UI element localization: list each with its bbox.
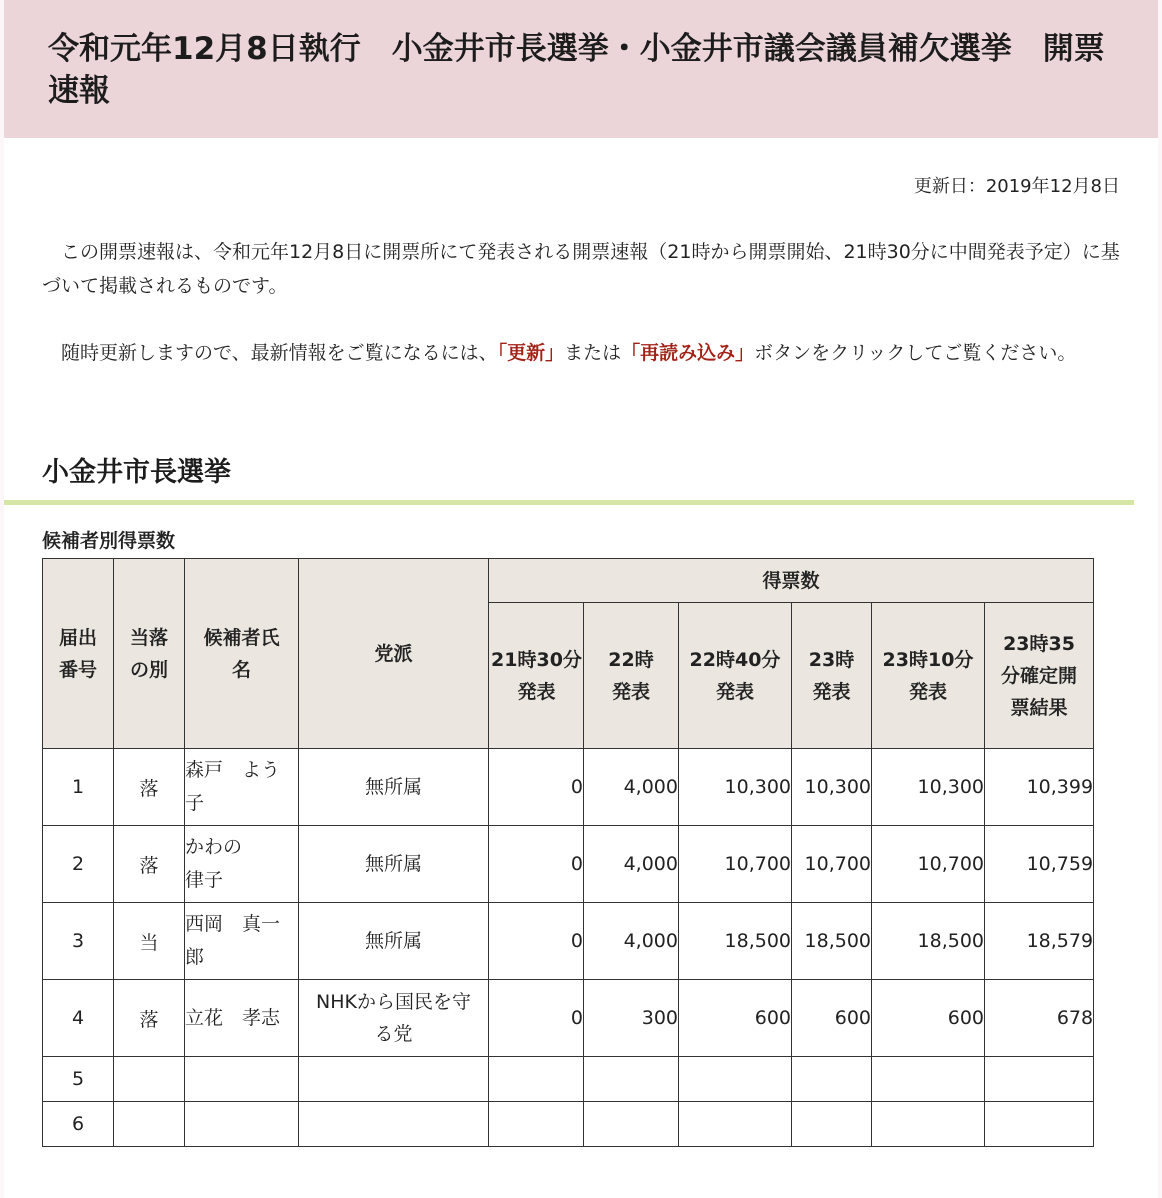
- cell-votes-2200: 4,000: [584, 903, 679, 980]
- table-row: [43, 903, 1094, 980]
- cell-candidate-name: 西岡 真一郎: [185, 903, 299, 980]
- cell-empty: [185, 1102, 299, 1147]
- cell-votes-2200: 4,000: [584, 826, 679, 903]
- reload-notice-text-2: または: [564, 342, 622, 364]
- cell-empty: [584, 1102, 679, 1147]
- cell-candidate-name: 森戸 よう子: [185, 749, 299, 826]
- cell-votes-final: 10,759: [985, 826, 1094, 903]
- header-number: 届出番号: [43, 559, 114, 749]
- cell-number: 5: [43, 1057, 114, 1102]
- table-caption: 候補者別得票数: [42, 530, 176, 552]
- cell-votes-2240: 18,500: [679, 903, 792, 980]
- cell-votes-2300: 10,700: [792, 826, 872, 903]
- cell-votes-2310: 18,500: [872, 903, 985, 980]
- cell-votes-2130: 0: [489, 980, 584, 1057]
- updated-date: 更新日：2019年12月8日: [913, 176, 1120, 197]
- page-title: 令和元年12月8日執行 小金井市長選挙・小金井市議会議員補欠選挙 開票速報: [48, 31, 1105, 109]
- header-time-2200: 22時発表: [584, 603, 679, 749]
- page: [4, 0, 1158, 1198]
- cell-empty: [679, 1057, 792, 1102]
- cell-empty: [679, 1102, 792, 1147]
- table-row-empty: [43, 1057, 1094, 1102]
- cell-votes-2310: 10,700: [872, 826, 985, 903]
- cell-votes-2300: 10,300: [792, 749, 872, 826]
- cell-party: NHKから国民を守る党: [299, 980, 489, 1057]
- cell-candidate-name: かわの律子: [185, 826, 299, 903]
- cell-number: 3: [43, 903, 114, 980]
- reload-notice: [42, 336, 1122, 370]
- header-time-2300: 23時発表: [792, 603, 872, 749]
- cell-empty: [299, 1102, 489, 1147]
- header-candidate-name: 候補者氏名: [185, 559, 299, 749]
- cell-candidate-name: 立花 孝志: [185, 980, 299, 1057]
- table-row: [43, 749, 1094, 826]
- header-party: 党派: [299, 559, 489, 749]
- cell-empty: [985, 1057, 1094, 1102]
- cell-number: 4: [43, 980, 114, 1057]
- reload-notice-text-1: 随時更新しますので、最新情報をご覧になるには、: [61, 342, 498, 364]
- cell-votes-final: 18,579: [985, 903, 1094, 980]
- cell-number: 2: [43, 826, 114, 903]
- intro-paragraph: この開票速報は、令和元年12月8日に開票所にて発表される開票速報（21時から開票開始、21時30分に中間発表予定）に基づいて掲載されるものです。: [42, 241, 1120, 297]
- header-votes: 得票数: [489, 559, 1094, 603]
- cell-number: 1: [43, 749, 114, 826]
- cell-number: 6: [43, 1102, 114, 1147]
- cell-empty: [185, 1057, 299, 1102]
- votes-table: [42, 558, 1094, 1147]
- header-result: 当落の別: [114, 559, 185, 749]
- cell-result: 落: [114, 980, 185, 1057]
- cell-votes-2310: 600: [872, 980, 985, 1057]
- cell-empty: [985, 1102, 1094, 1147]
- reload-notice-text-3: ボタンをクリックしてご覧ください。: [754, 342, 1077, 364]
- cell-votes-2200: 300: [584, 980, 679, 1057]
- header-time-2240: 22時40分発表: [679, 603, 792, 749]
- cell-votes-2130: 0: [489, 749, 584, 826]
- cell-votes-2240: 600: [679, 980, 792, 1057]
- reload-button-label: 「再読み込み」: [621, 342, 755, 364]
- cell-party: 無所属: [299, 903, 489, 980]
- cell-empty: [792, 1057, 872, 1102]
- cell-party: 無所属: [299, 826, 489, 903]
- cell-empty: [872, 1057, 985, 1102]
- cell-empty: [792, 1102, 872, 1147]
- table-row: [43, 980, 1094, 1057]
- cell-empty: [489, 1102, 584, 1147]
- cell-votes-2310: 10,300: [872, 749, 985, 826]
- cell-votes-2240: 10,700: [679, 826, 792, 903]
- table-row-empty: [43, 1102, 1094, 1147]
- header-time-2310: 23時10分発表: [872, 603, 985, 749]
- cell-votes-2200: 4,000: [584, 749, 679, 826]
- cell-empty: [114, 1102, 185, 1147]
- header-time-2335-final: 23時35分確定開票結果: [985, 603, 1094, 749]
- cell-empty: [299, 1057, 489, 1102]
- cell-party: 無所属: [299, 749, 489, 826]
- cell-votes-2240: 10,300: [679, 749, 792, 826]
- title-band: [4, 0, 1158, 138]
- cell-votes-final: 678: [985, 980, 1094, 1057]
- cell-result: 落: [114, 826, 185, 903]
- cell-empty: [872, 1102, 985, 1147]
- cell-votes-2300: 600: [792, 980, 872, 1057]
- cell-empty: [114, 1057, 185, 1102]
- cell-empty: [489, 1057, 584, 1102]
- table-row: [43, 826, 1094, 903]
- cell-votes-2300: 18,500: [792, 903, 872, 980]
- cell-votes-final: 10,399: [985, 749, 1094, 826]
- section-title: 小金井市長選挙: [42, 457, 231, 488]
- cell-votes-2130: 0: [489, 826, 584, 903]
- cell-votes-2130: 0: [489, 903, 584, 980]
- cell-result: 当: [114, 903, 185, 980]
- section-divider: [4, 500, 1134, 505]
- header-time-2130: 21時30分発表: [489, 603, 584, 749]
- cell-result: 落: [114, 749, 185, 826]
- update-button-label: 「更新」: [497, 342, 565, 364]
- cell-empty: [584, 1057, 679, 1102]
